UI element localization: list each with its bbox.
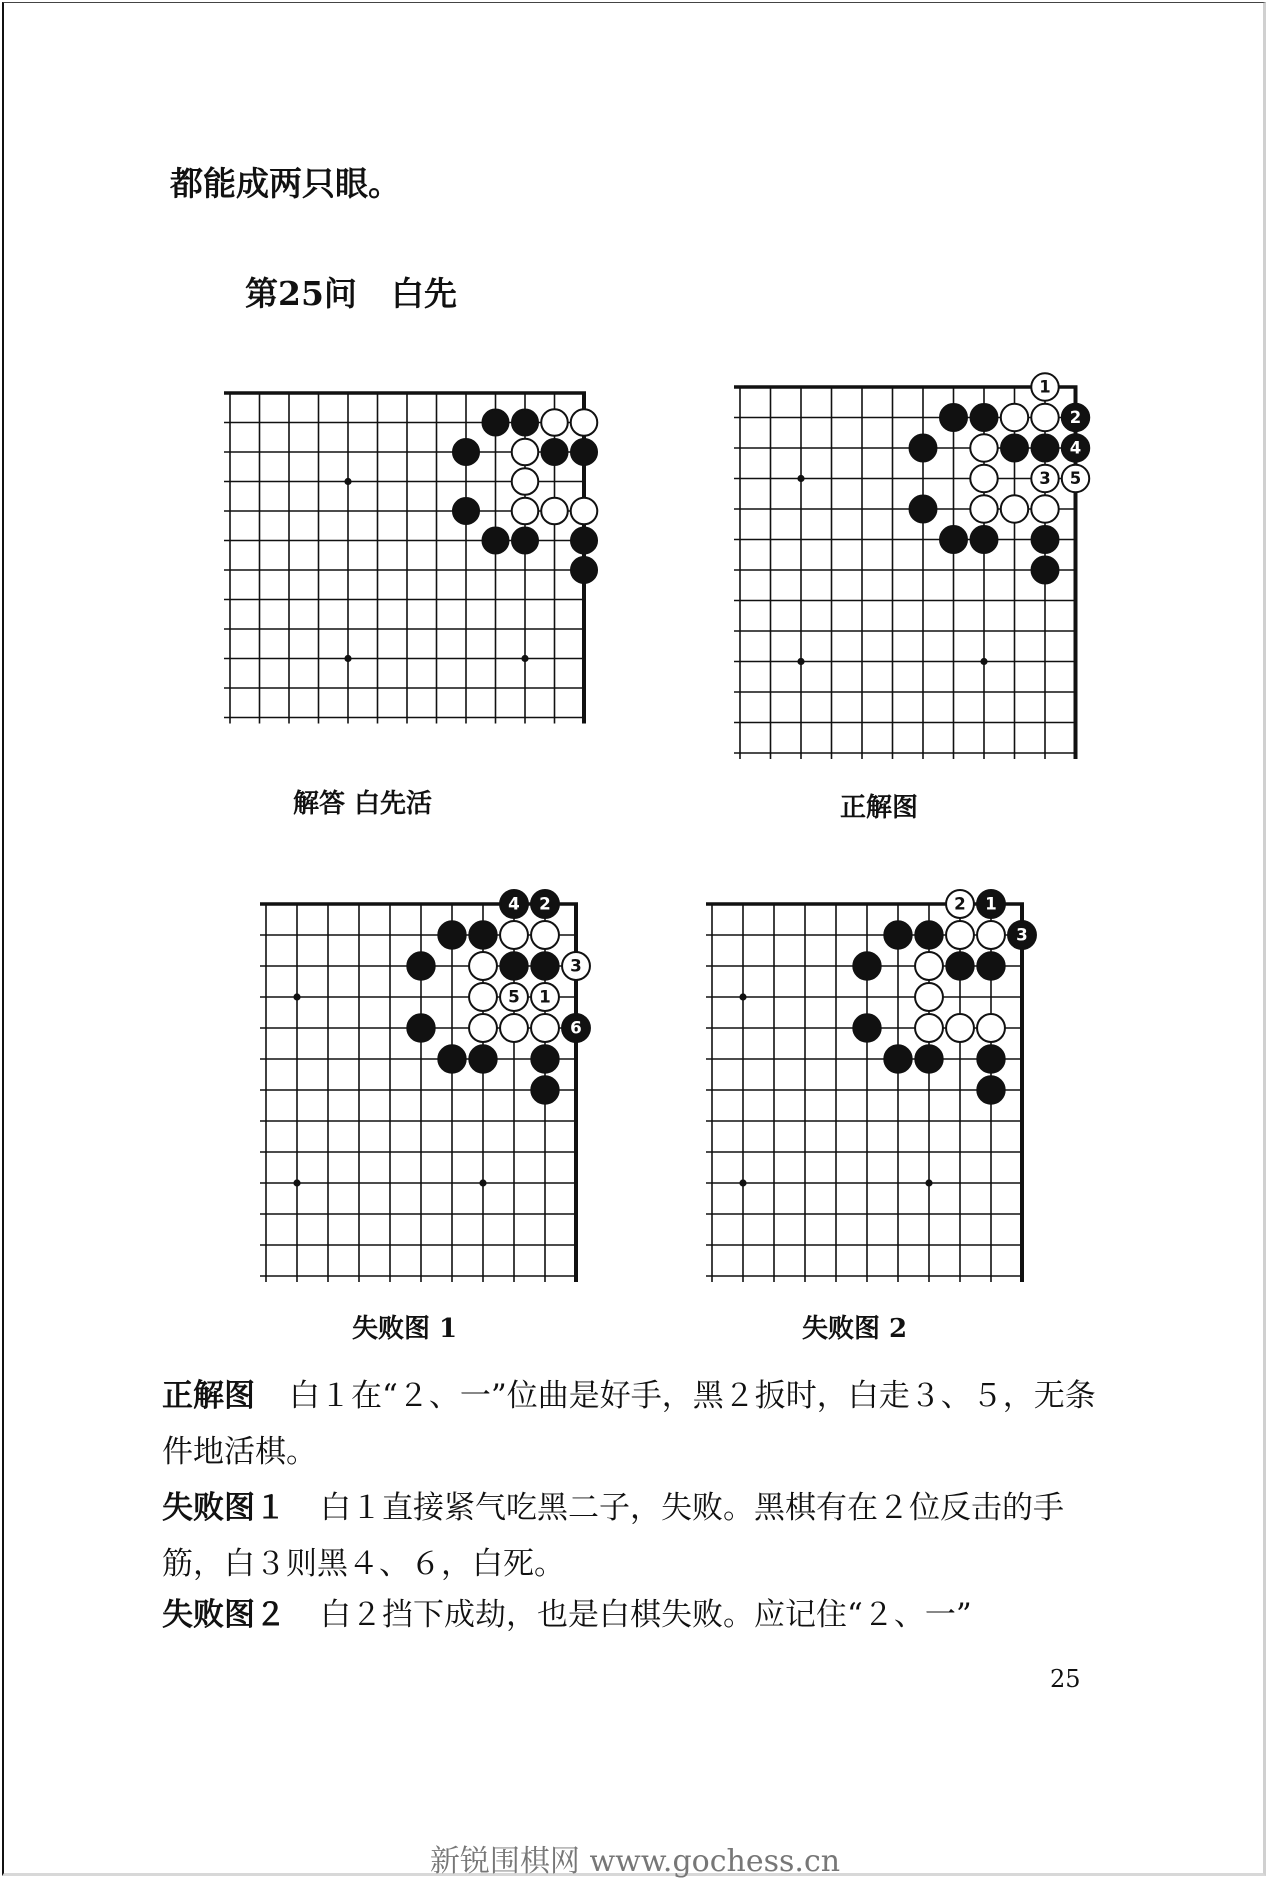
white-stone xyxy=(541,498,568,525)
black-stone xyxy=(469,921,497,949)
diagram-failure-2 xyxy=(700,890,1070,1280)
black-stone xyxy=(571,439,598,466)
star-point xyxy=(344,655,351,662)
black-stone xyxy=(909,434,936,461)
black-move-stone xyxy=(1008,921,1036,949)
white-move-stone xyxy=(531,983,559,1011)
white-stone xyxy=(469,1014,497,1042)
white-move-stone xyxy=(562,952,590,980)
white-stone xyxy=(1001,404,1028,431)
white-stone xyxy=(512,439,539,466)
black-stone xyxy=(541,439,568,466)
black-stone xyxy=(500,952,528,980)
explanation-head: 失败图２ xyxy=(162,1597,286,1633)
black-stone xyxy=(853,952,881,980)
white-stone xyxy=(541,409,568,436)
white-stone xyxy=(531,921,559,949)
move-number: 6 xyxy=(570,1017,582,1038)
white-move-stone xyxy=(1062,465,1089,492)
explanation-body: 白１在“２、一”位曲是好手，黑２扳时，白走３、５，无条件地活棋。 xyxy=(162,1378,1096,1470)
black-stone xyxy=(531,1045,559,1073)
move-number: 5 xyxy=(508,986,520,1007)
white-stone xyxy=(915,983,943,1011)
move-number: 1 xyxy=(1039,377,1051,397)
caption-failure-1: 失败图 1 xyxy=(352,1314,458,1344)
black-stone xyxy=(531,1076,559,1104)
black-stone xyxy=(512,409,539,436)
white-stone xyxy=(1001,495,1028,522)
problem-title xyxy=(245,268,457,315)
star-point xyxy=(521,655,528,662)
black-stone xyxy=(571,557,598,584)
black-stone xyxy=(438,1045,466,1073)
page-number: 25 xyxy=(1050,1665,1081,1693)
explanation-head: 正解图 xyxy=(162,1378,255,1414)
caption-correct-solution: 正解图 xyxy=(840,793,919,823)
white-move-stone xyxy=(500,983,528,1011)
white-move-stone xyxy=(946,890,974,918)
diagram-failure-1 xyxy=(250,890,620,1280)
move-number: 2 xyxy=(539,893,551,914)
black-stone xyxy=(1031,526,1058,553)
black-stone xyxy=(453,439,480,466)
black-stone xyxy=(977,1076,1005,1104)
star-point xyxy=(980,658,987,665)
black-stone xyxy=(977,1045,1005,1073)
black-move-stone xyxy=(1062,404,1089,431)
black-stone xyxy=(970,526,997,553)
white-stone xyxy=(469,983,497,1011)
black-stone xyxy=(884,921,912,949)
white-stone xyxy=(512,468,539,495)
black-move-stone xyxy=(500,890,528,918)
white-stone xyxy=(977,921,1005,949)
problem-number: 第25问 xyxy=(245,274,357,313)
black-move-stone xyxy=(531,890,559,918)
star-point xyxy=(797,475,804,482)
black-move-stone xyxy=(1062,434,1089,461)
white-stone xyxy=(946,1014,974,1042)
move-number: 3 xyxy=(570,955,582,976)
black-stone xyxy=(512,527,539,554)
star-point xyxy=(479,1179,486,1186)
move-number: 3 xyxy=(1016,924,1028,945)
white-stone xyxy=(1031,404,1058,431)
star-point xyxy=(344,478,351,485)
move-number: 4 xyxy=(508,893,520,914)
white-stone xyxy=(512,498,539,525)
star-point xyxy=(739,993,746,1000)
move-number: 5 xyxy=(1069,468,1082,488)
explanation-head: 失败图１ xyxy=(162,1490,286,1526)
problem-to-play: 白先 xyxy=(390,274,457,313)
black-stone xyxy=(977,952,1005,980)
white-move-stone xyxy=(1031,465,1058,492)
white-stone xyxy=(915,952,943,980)
black-stone xyxy=(909,495,936,522)
diagram-correct-solution xyxy=(720,375,1100,755)
explanation-failure-1 xyxy=(162,1480,1122,1592)
caption-failure-2: 失败图 2 xyxy=(802,1314,908,1344)
black-stone xyxy=(970,404,997,431)
black-stone xyxy=(915,921,943,949)
explanation-body: 白２挡下成劫，也是白棋失败。应记住“２、一” xyxy=(320,1597,972,1633)
black-stone xyxy=(482,409,509,436)
black-stone xyxy=(915,1045,943,1073)
white-stone xyxy=(1031,495,1058,522)
intro-text: 都能成两只眼。 xyxy=(170,164,401,203)
black-stone xyxy=(482,527,509,554)
white-stone xyxy=(915,1014,943,1042)
caption-problem: 解答 白先活 xyxy=(293,789,433,819)
black-stone xyxy=(1031,556,1058,583)
move-number: 3 xyxy=(1039,468,1051,488)
star-point xyxy=(739,1179,746,1186)
black-stone xyxy=(940,404,967,431)
star-point xyxy=(293,993,300,1000)
black-stone xyxy=(469,1045,497,1073)
star-point xyxy=(797,658,804,665)
black-stone xyxy=(1031,434,1058,461)
explanation-correct xyxy=(162,1368,1122,1480)
white-stone xyxy=(970,434,997,461)
black-stone xyxy=(884,1045,912,1073)
black-stone xyxy=(407,952,435,980)
explanation-failure-2 xyxy=(162,1587,1122,1643)
white-stone xyxy=(500,1014,528,1042)
black-move-stone xyxy=(977,890,1005,918)
move-number: 4 xyxy=(1069,438,1082,458)
white-stone xyxy=(469,952,497,980)
black-stone xyxy=(853,1014,881,1042)
diagram-problem xyxy=(210,388,630,748)
white-stone xyxy=(571,409,598,436)
black-stone xyxy=(571,527,598,554)
black-stone xyxy=(531,952,559,980)
star-point xyxy=(925,1179,932,1186)
black-stone xyxy=(940,526,967,553)
move-number: 1 xyxy=(985,893,997,914)
white-stone xyxy=(977,1014,1005,1042)
black-stone xyxy=(1001,434,1028,461)
white-stone xyxy=(500,921,528,949)
move-number: 2 xyxy=(1069,407,1082,427)
white-stone xyxy=(946,921,974,949)
move-number: 2 xyxy=(954,893,966,914)
white-stone xyxy=(970,465,997,492)
white-stone xyxy=(970,495,997,522)
white-stone xyxy=(571,498,598,525)
watermark: 新锐围棋网 www.gochess.cn xyxy=(429,1844,841,1879)
white-stone xyxy=(531,1014,559,1042)
black-stone xyxy=(438,921,466,949)
explanation-body: 白１直接紧气吃黑二子，失败。黑棋有在２位反击的手筋，白３则黑４、６，白死。 xyxy=(162,1490,1064,1582)
black-stone xyxy=(453,498,480,525)
white-move-stone xyxy=(1031,373,1058,400)
black-stone xyxy=(407,1014,435,1042)
black-move-stone xyxy=(562,1014,590,1042)
star-point xyxy=(293,1179,300,1186)
black-stone xyxy=(946,952,974,980)
move-number: 1 xyxy=(539,986,551,1007)
